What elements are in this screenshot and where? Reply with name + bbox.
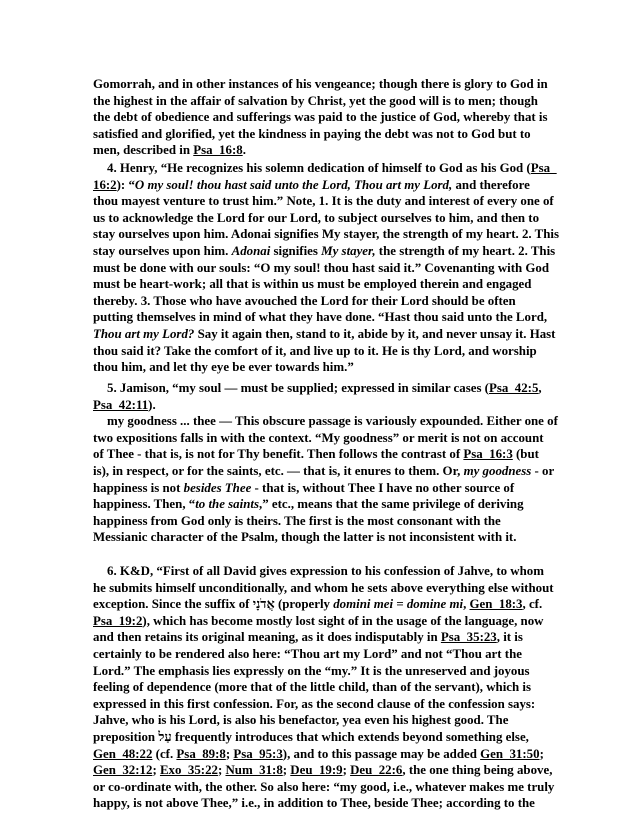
text-line: 6. K&D, “First of all David gives expression to his confession of Jahve, to whom: [107, 564, 544, 578]
text-line: Gen_32:12; Exo_35:22; Num_31:8; Deu_19:9; Deu_22:6, the one thing being above,: [93, 763, 553, 778]
text-line: thou him, and let thy eye be ever towards him.”: [93, 360, 354, 375]
text-line: Jahve, who is his Lord, is also his benefactor, yea even his highest good. The: [93, 713, 509, 728]
text-line: or co-ordinate with, the other. So also here: “my good, i.e., whatever makes me truly: [93, 779, 555, 794]
scripture-link[interactable]: Gen_18:3: [469, 597, 523, 612]
paragraph-continuation: [93, 76, 563, 159]
text-line: 4. Henry, “He recognizes his solemn dedication of himself to God as his God (Psa_: [107, 161, 557, 175]
text-line: Thou art my Lord? Say it again then, stand to it, abide by it, and never unsay it. Hast: [93, 326, 556, 341]
hebrew-word: אֲדֹנָי: [252, 597, 275, 612]
scripture-link[interactable]: Psa_89:8: [176, 746, 226, 761]
scripture-link[interactable]: Gen_32:12: [93, 763, 153, 778]
text-line: Messianic character of the Psalm, though the latter is not inconsistent with it.: [93, 530, 517, 545]
text-line: stay ourselves upon him. Adonai signifies My stayer, the strength of my heart. 2. This: [93, 243, 556, 258]
text-line: expressed in this first confession. For, as the second clause of the confession says:: [93, 696, 536, 711]
text-line: thou said it? Take the comfort of it, and live up to it. He is thy Lord, and worship: [93, 343, 537, 358]
text-line: my goodness ... thee — This obscure passage is variously expounded. Either one of: [107, 414, 558, 429]
scripture-link[interactable]: Psa_42:11: [93, 397, 149, 412]
text-line: stay ourselves upon him. Adonai signifies My stayer, the strength of my heart. 2. This: [93, 227, 559, 242]
scripture-link[interactable]: Psa_42:5: [488, 381, 539, 395]
scripture-link[interactable]: Psa_35:23: [440, 630, 497, 645]
text-line: 5. Jamison, “my soul — must be supplied; expressed in similar cases (Psa_42:5,: [107, 381, 542, 395]
text-line: is), in respect, or for the saints, etc. — that is, it enures to them. Or, my goodness - or: [93, 463, 555, 478]
scripture-link[interactable]: Psa_16:8: [193, 143, 243, 158]
scripture-link[interactable]: Gen_31:50: [480, 746, 540, 761]
text-line: thou mayest venture to trust him.” Note, 1. It is the duty and interest of every one of: [93, 194, 554, 209]
paragraph-kd: [93, 563, 563, 812]
paragraph-henry: [93, 160, 563, 376]
text-line: Gen_48:22 (cf. Psa_89:8; Psa_95:3), and to this passage may be added Gen_31:50;: [93, 746, 544, 761]
text-line: of Thee - that is, is not for Thy benefit. Then follows the contrast of Psa_16:3 (but: [93, 447, 539, 462]
hebrew-word: עַל: [158, 729, 172, 744]
text-line: happiness from God only is theirs. The first is the most consonant with the: [93, 513, 501, 528]
text-line: he submits himself unconditionally, and whom he sets above everything else without: [93, 580, 554, 595]
paragraph-jamison: [93, 380, 563, 546]
text-line: preposition עַל frequently introduces that which extends beyond something else,: [93, 729, 529, 744]
scripture-link[interactable]: Deu_22:6: [350, 763, 403, 778]
text-line: us to acknowledge the Lord for our Lord, to subject ourselves to him, and then to: [93, 210, 540, 225]
text-line: Lord.” The emphasis lies expressly on the “my.” It is the unreserved and joyous: [93, 663, 530, 678]
text-line: Gomorrah, and in other instances of his vengeance; though there is glory to God in: [93, 77, 548, 91]
scripture-link[interactable]: Psa_19:2: [93, 613, 143, 628]
text-line: thereby. 3. Those who have avouched the Lord for their Lord should be often: [93, 293, 516, 308]
text-line: Psa_19:2), which has become mostly lost sight of in the usage of the language, now: [93, 613, 544, 628]
text-line: feeling of dependence (more that of the little child, than of the servant), which is: [93, 680, 531, 695]
scripture-link[interactable]: Deu_19:9: [290, 763, 343, 778]
text-line: putting themselves in mind of what they have done. “Hast thou said unto the Lord,: [93, 310, 548, 325]
text-line: certainly to be rendered also here: “Thou art my Lord” and not “Thou art the: [93, 646, 522, 661]
scripture-link[interactable]: Exo_35:22: [159, 763, 218, 778]
text-line: the highest in the affair of salvation by Christ, yet the good will is to men; though: [93, 93, 538, 108]
text-line: must be done with our souls: “O my soul! thou hast said it.” Covenanting with God: [93, 260, 550, 275]
text-line: happiness. Then, “to the saints,” etc., means that the same privilege of deriving: [93, 497, 524, 512]
text-line: happy, is not above Thee,” i.e., in addition to Thee, beside Thee; according to the: [93, 796, 535, 811]
text-line: Psa_42:11).: [93, 397, 156, 412]
scripture-link[interactable]: Num_31:8: [225, 763, 283, 778]
text-line: happiness is not besides Thee - that is, without Thee I have no other source of: [93, 480, 515, 495]
scripture-link[interactable]: Psa_95:3: [233, 746, 283, 761]
text-line: must be heart-work; all that is within us must be employed therein and engaged: [93, 277, 532, 292]
scripture-link[interactable]: 16:2: [93, 177, 117, 192]
scripture-link[interactable]: Psa_16:3: [463, 447, 513, 462]
text-line: and then retains its original meaning, as it does indisputably in Psa_35:23, it is: [93, 630, 523, 645]
scripture-link[interactable]: Gen_48:22: [93, 746, 153, 761]
text-line: two expositions falls in with the context. “My goodness” or merit is not on account: [93, 430, 544, 445]
text-line: 16:2): “O my soul! thou hast said unto the Lord, Thou art my Lord, and therefore: [93, 177, 530, 192]
text-line: men, described in Psa_16:8.: [93, 143, 246, 158]
text-line: the debt of obedience and sufferings was paid to the justice of God, whereby that is: [93, 110, 548, 125]
text-line: satisfied and glorified, yet the kindness in paying the debt was not to God but to: [93, 126, 531, 141]
text-line: exception. Since the suffix of אֲדֹנָי (properly domini mei = domine mi, Gen_18:3, cf.: [93, 597, 543, 612]
scripture-link[interactable]: Psa_: [530, 161, 557, 175]
